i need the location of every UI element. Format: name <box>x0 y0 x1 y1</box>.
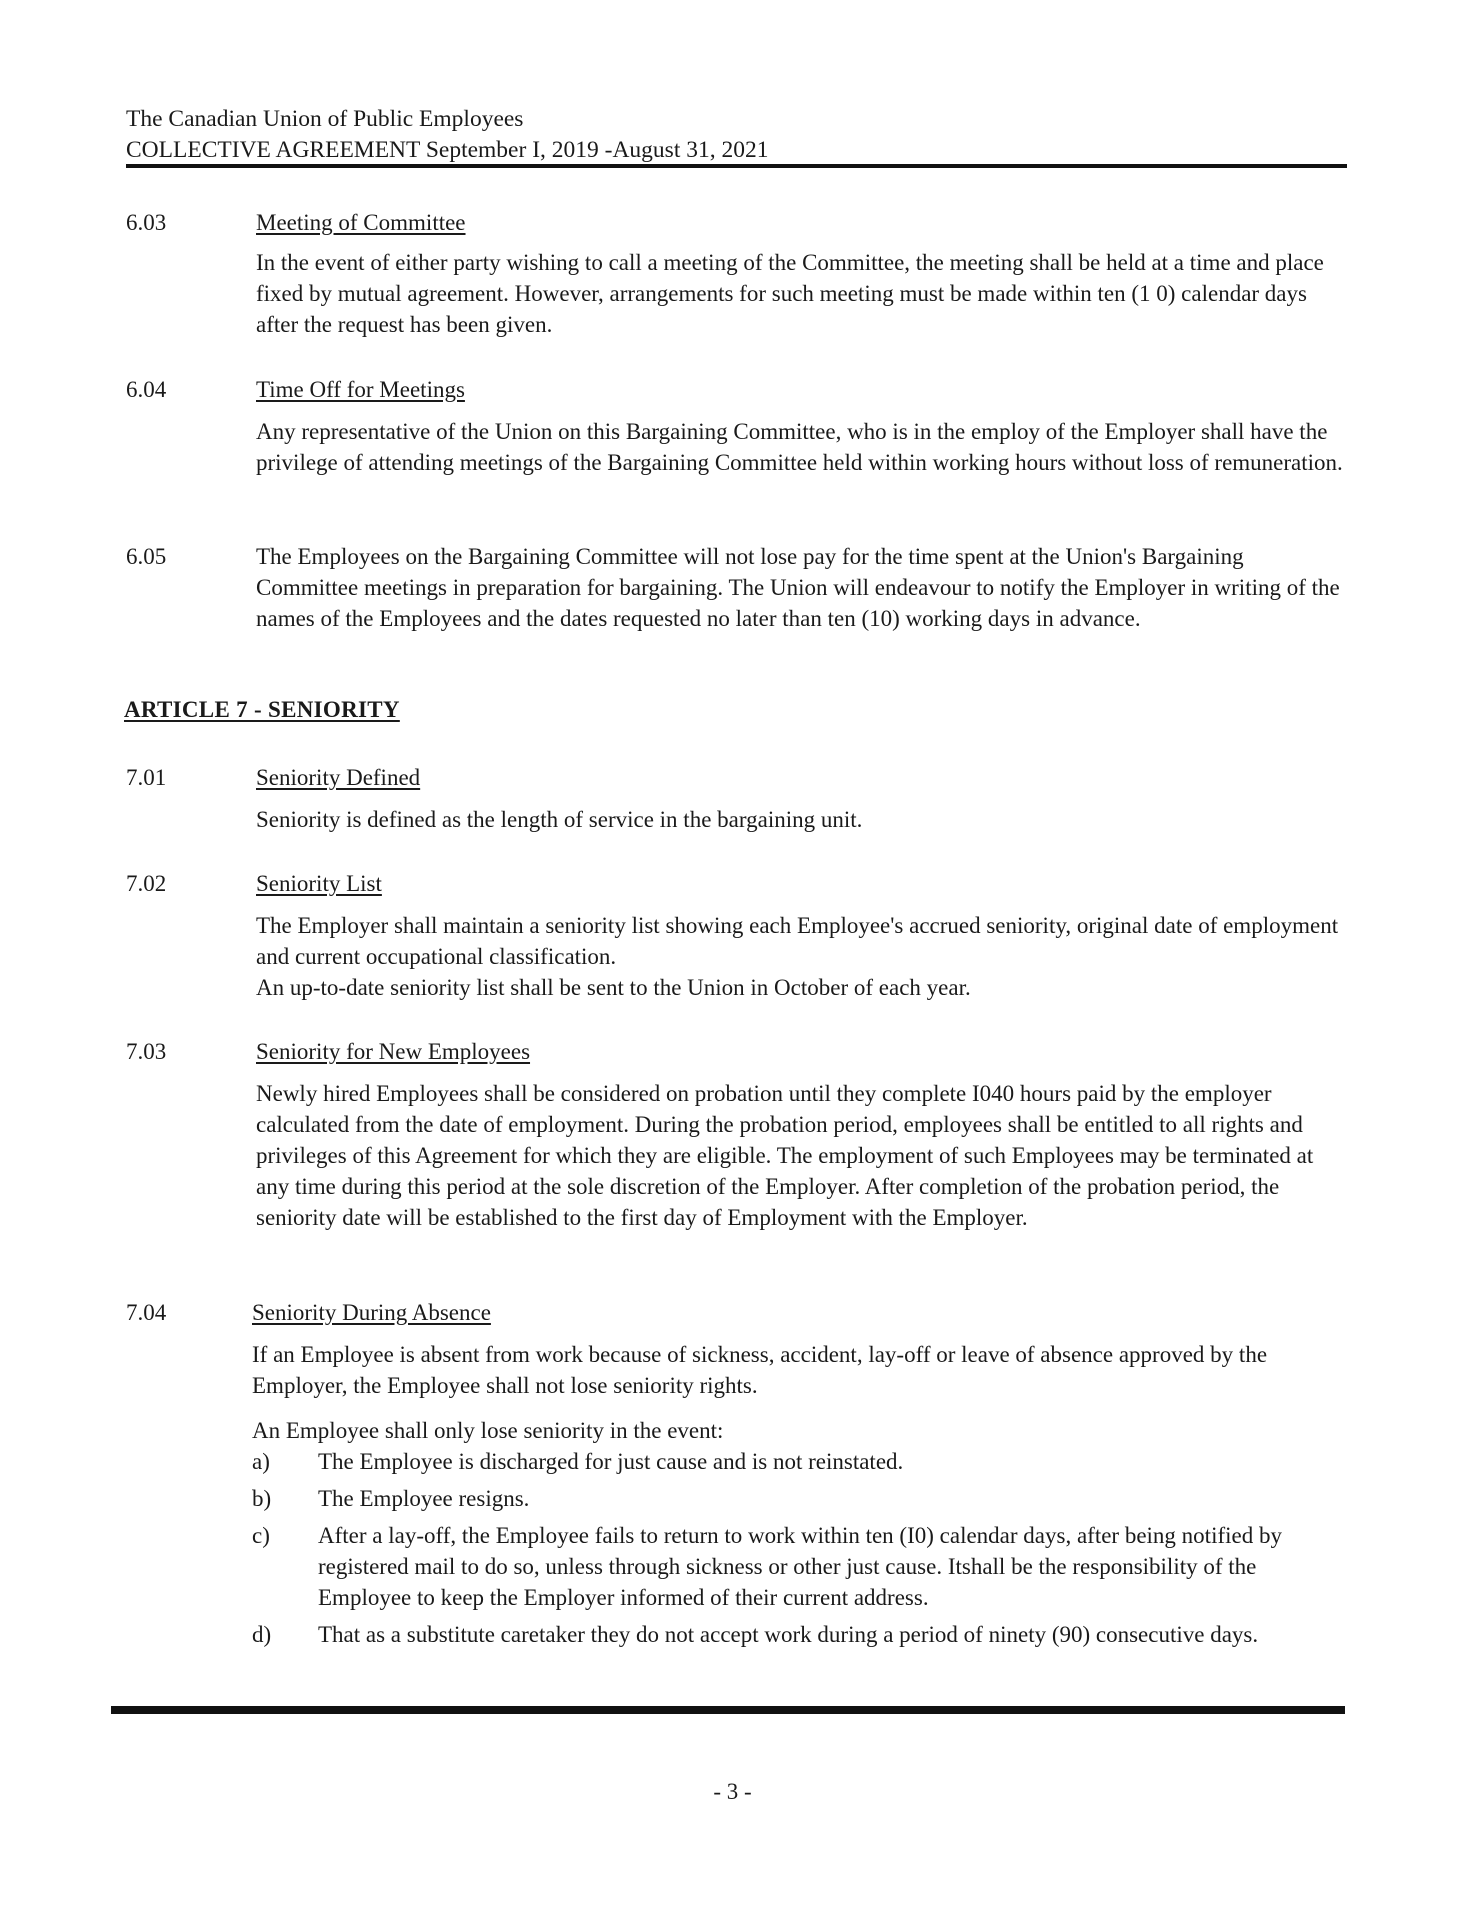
header-agreement-title: COLLECTIVE AGREEMENT September I, 2019 -August 31, 2021 <box>126 137 769 163</box>
footer-divider <box>111 1706 1345 1714</box>
section-number: 7.01 <box>126 765 167 790</box>
list-item-text: After a lay-off, the Employee fails to return to work within ten (I0) calendar days, after being notified by registered mail to do so, unless through sickness or other just cause. Itshall be the responsibility of the Employee to keep the Employer informed of their current address. <box>318 1523 1282 1610</box>
paragraph: Seniority is defined as the length of service in the bargaining unit. <box>256 807 863 832</box>
section-title: Seniority Defined <box>256 765 421 790</box>
section-body <box>256 804 1346 835</box>
section-number: 7.03 <box>126 1039 167 1064</box>
paragraph: Newly hired Employees shall be considered on probation until they complete I040 hours paid by the employer calculated from the date of employment. During the probation period, employees shall be entitled to all rights and privileges of this Agreement for which they are eligible. The employment of such Employees may be terminated at any time during this period at the sole discretion of the Employer. After completion of the probation period, the seniority date will be established to the first day of Employment with the Employer. <box>256 1081 1314 1230</box>
section-number: 6.03 <box>126 210 167 235</box>
list-item-text: The Employee is discharged for just cause and is not reinstated. <box>318 1449 904 1474</box>
list-marker: a) <box>252 1449 270 1474</box>
section-number: 6.05 <box>126 544 167 569</box>
section-body <box>256 247 1346 340</box>
list-item <box>252 1520 1346 1613</box>
list-item-text: That as a substitute caretaker they do not accept work during a period of ninety (90) consecutive days. <box>318 1622 1259 1647</box>
section-body <box>256 416 1346 478</box>
list-item <box>252 1619 1346 1650</box>
list-item-text: The Employee resigns. <box>318 1486 530 1511</box>
section-body <box>256 910 1346 1003</box>
paragraph: The Employer shall maintain a seniority list showing each Employee's accrued seniority, original date of employment and current occupational classification. <box>256 913 1339 969</box>
section-number: 7.04 <box>126 1300 167 1325</box>
list-item <box>252 1446 1346 1477</box>
paragraph: If an Employee is absent from work because of sickness, accident, lay-off or leave of absence approved by the Employer, the Employee shall not lose seniority rights. <box>252 1342 1268 1398</box>
section-title: Seniority During Absence <box>252 1300 491 1325</box>
loss-of-seniority-list <box>252 1446 1346 1650</box>
paragraph: In the event of either party wishing to call a meeting of the Committee, the meeting shall be held at a time and place fixed by mutual agreement. However, arrangements for such meeting must be made within ten (1 0) calendar days after the request has been given. <box>256 250 1324 337</box>
section-number: 6.04 <box>126 377 167 402</box>
header-divider <box>126 164 1347 168</box>
page-number: - 3 - <box>713 1779 752 1804</box>
list-marker: c) <box>252 1523 270 1548</box>
list-intro: An Employee shall only lose seniority in the event: <box>252 1418 724 1443</box>
article-heading: ARTICLE 7 - SENIORITY <box>124 697 400 722</box>
paragraph: Any representative of the Union on this Bargaining Committee, who is in the employ of the Employer shall have the privilege of attending meetings of the Bargaining Committee held within working hours without loss of remuneration. <box>256 419 1343 475</box>
section-number: 7.02 <box>126 871 167 896</box>
section-body <box>252 1339 1346 1656</box>
list-marker: b) <box>252 1486 272 1511</box>
section-title: Seniority List <box>256 871 382 896</box>
section-body <box>256 1078 1346 1233</box>
section-title: Seniority for New Employees <box>256 1039 531 1064</box>
section-body <box>256 541 1346 634</box>
section-title: Time Off for Meetings <box>256 377 465 402</box>
paragraph: The Employees on the Bargaining Committee will not lose pay for the time spent at the Union's Bargaining Committee meetings in preparation for bargaining. The Union will endeavour to notify the Employer in writing of the names of the Employees and the dates requested no later than ten (10) working days in advance. <box>256 544 1340 631</box>
section-title: Meeting of Committee <box>256 210 466 235</box>
document-header <box>126 104 769 166</box>
paragraph: An up-to-date seniority list shall be sent to the Union in October of each year. <box>256 975 971 1000</box>
list-item <box>252 1483 1346 1514</box>
header-organization: The Canadian Union of Public Employees <box>126 106 524 132</box>
list-marker: d) <box>252 1622 272 1647</box>
